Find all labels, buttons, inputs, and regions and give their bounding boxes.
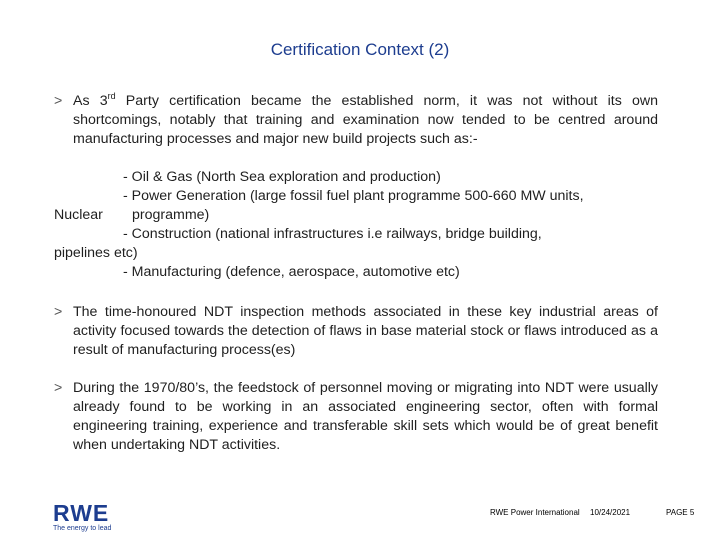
rwe-logo: [53, 502, 111, 533]
slide-title: Certification Context (2): [270, 40, 450, 59]
sector-oil-gas: - Oil & Gas (North Sea exploration and production): [123, 169, 441, 185]
sector-power-generation: - Power Generation (large fossil fuel plant programme 500-660 MW units,: [123, 188, 584, 204]
programme-word: programme): [132, 207, 210, 223]
bullet-marker: >: [54, 304, 63, 320]
bullet-text: The time-honoured NDT inspection methods associated in these key industrial areas of activity focused towards the detection of flaws in base material stock or flaws introduced as a result of manufacturing process(es): [73, 304, 658, 358]
bullet-text-part: As 3: [73, 93, 108, 109]
sector-construction: - Construction (national infrastructures i.e railways, bridge building,: [123, 226, 542, 242]
bullet-marker: >: [54, 380, 63, 396]
footer-company: RWE Power International: [490, 508, 580, 517]
bullet-marker: >: [54, 93, 63, 109]
sector-construction-continued: pipelines etc): [54, 245, 138, 261]
bullet-text: During the 1970/80’s, the feedstock of personnel moving or migrating into NDT were usually already found to be working in an associated engineering sector, often with formal engineering training, experience and transferable skill sets which would be of great benefit when undertaking NDT activities.: [73, 380, 658, 453]
nuclear-word: Nuclear: [54, 207, 103, 223]
footer-page-number: PAGE 5: [666, 508, 695, 517]
sector-manufacturing: - Manufacturing (defence, aerospace, automotive etc): [123, 264, 460, 280]
sector-list: [54, 168, 664, 282]
ordinal-superscript: rd: [107, 91, 116, 101]
bullet-text: [73, 92, 658, 149]
logo-tagline: The energy to lead: [53, 525, 112, 532]
footer-date: 10/24/2021: [590, 508, 631, 517]
logo-wordmark: RWE: [53, 500, 110, 526]
bullet-text-part: Party certification became the established norm, it was not without its own shortcomings, notably that training and examination now tended to be centred around manufacturing processes and major new build projects such as:-: [73, 93, 659, 147]
sector-power-generation-continued: [54, 206, 664, 225]
bullet-ndt-methods: [54, 303, 658, 360]
bullet-feedstock: [54, 379, 658, 455]
bullet-certification-norm: [54, 92, 658, 149]
